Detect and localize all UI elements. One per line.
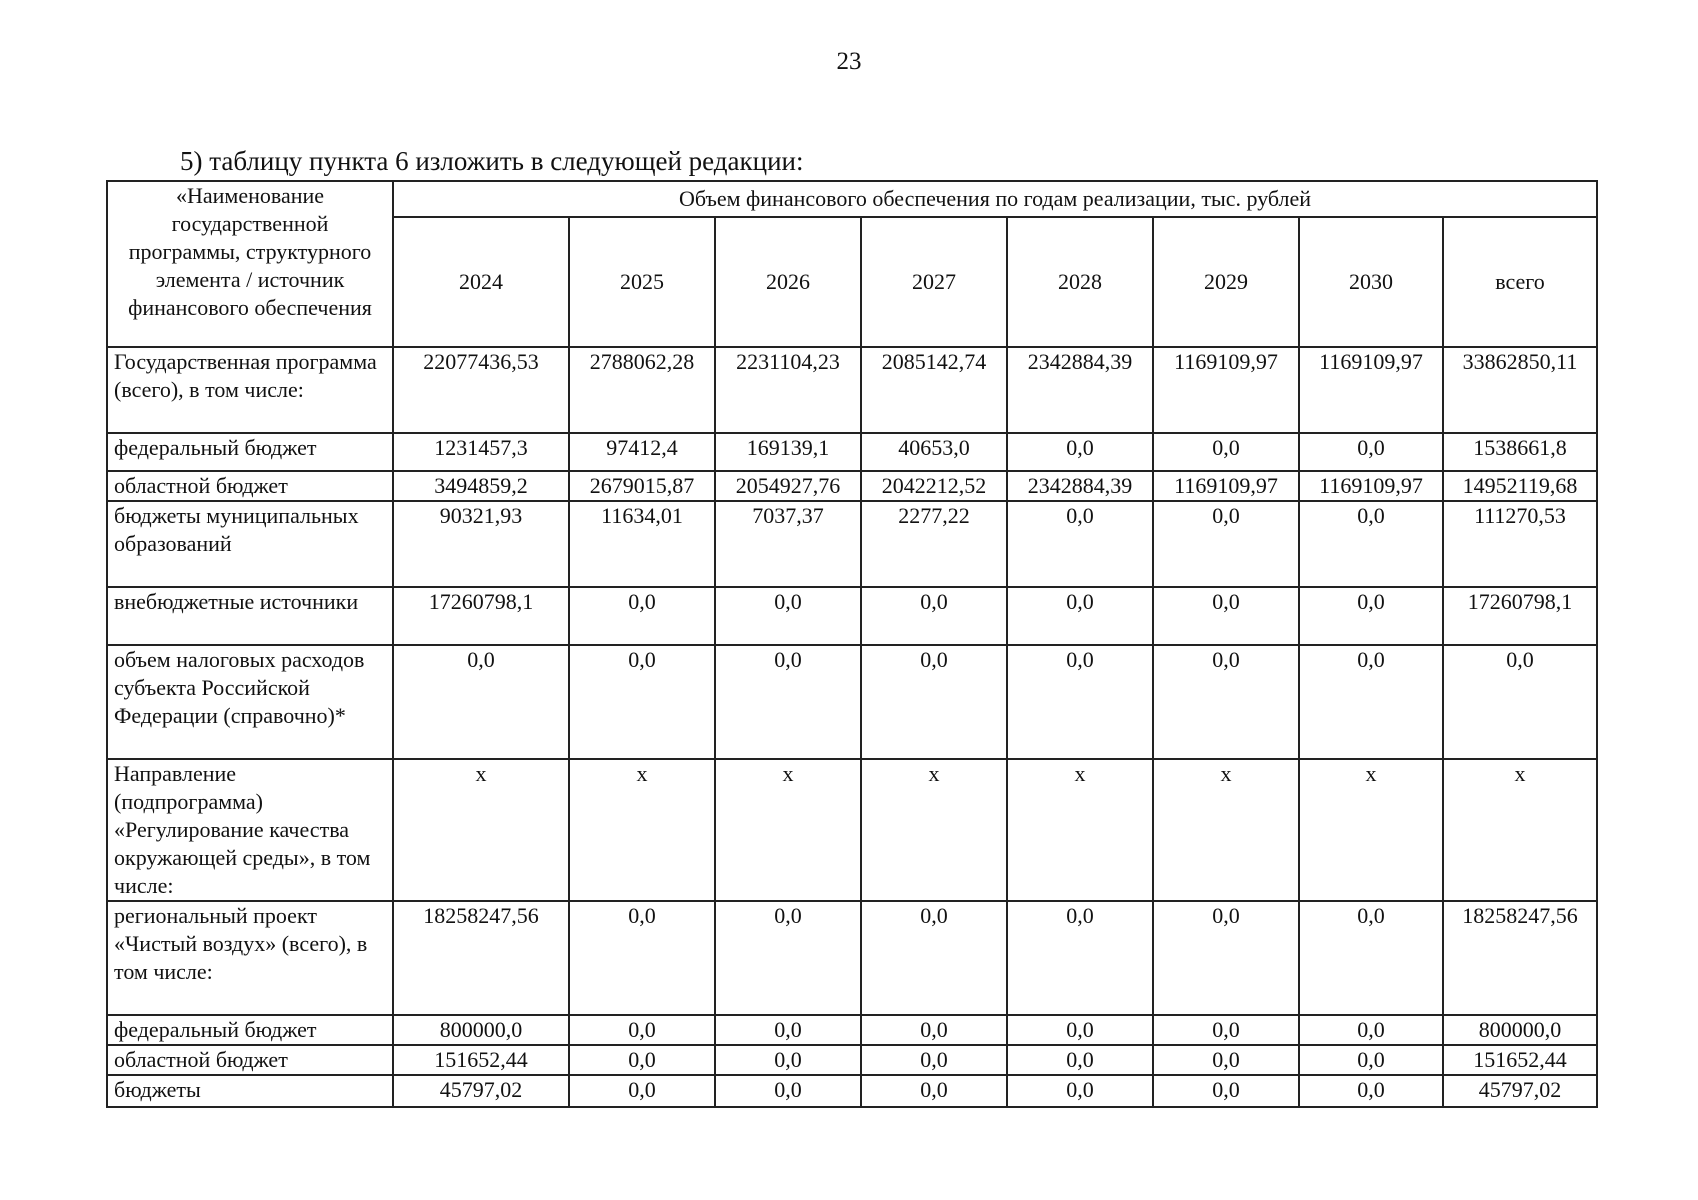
table-cell: 0,0	[715, 901, 861, 1015]
name-column-header: «Наименование государственной программы, структурного элемента / источник финансового обеспечения	[107, 181, 393, 347]
table-cell: 2231104,23	[715, 347, 861, 433]
table-cell-total: 17260798,1	[1443, 587, 1597, 645]
table-cell: 40653,0	[861, 433, 1007, 471]
table-row	[107, 587, 1597, 645]
row-label: Государственная программа (всего), в том числе:	[107, 347, 393, 433]
table-cell: 0,0	[569, 1015, 715, 1045]
row-label: федеральный бюджет	[107, 1015, 393, 1045]
table-row	[107, 433, 1597, 471]
table-cell: 0,0	[861, 901, 1007, 1015]
table-cell: 3494859,2	[393, 471, 569, 501]
table-cell: 97412,4	[569, 433, 715, 471]
table-row	[107, 471, 1597, 501]
table-cell: 11634,01	[569, 501, 715, 587]
table-cell: 0,0	[569, 645, 715, 759]
table-cell: 0,0	[1007, 901, 1153, 1015]
table-cell: 0,0	[1007, 587, 1153, 645]
intro-text: 5) таблицу пункта 6 изложить в следующей редакции:	[180, 146, 804, 176]
table-cell: 1169109,97	[1299, 347, 1443, 433]
table-cell-total: 111270,53	[1443, 501, 1597, 587]
table-cell: 0,0	[1153, 1015, 1299, 1045]
table-cell: 0,0	[1299, 587, 1443, 645]
table-cell: 0,0	[1007, 645, 1153, 759]
table-cell: 0,0	[1153, 901, 1299, 1015]
year-header: 2030	[1299, 217, 1443, 347]
table-row	[107, 347, 1597, 433]
table-cell: 169139,1	[715, 433, 861, 471]
table-cell-total: 33862850,11	[1443, 347, 1597, 433]
table-cell: 0,0	[861, 645, 1007, 759]
table-cell: 800000,0	[393, 1015, 569, 1045]
table-cell: 0,0	[715, 1045, 861, 1075]
table-cell: 0,0	[715, 1075, 861, 1107]
row-label: бюджеты муниципальных образований	[107, 501, 393, 587]
year-header: 2025	[569, 217, 715, 347]
table-cell: 1169109,97	[1299, 471, 1443, 501]
table-cell: 1231457,3	[393, 433, 569, 471]
table-row	[107, 1075, 1597, 1107]
year-header: 2029	[1153, 217, 1299, 347]
table-cell-total: 1538661,8	[1443, 433, 1597, 471]
table-cell: 0,0	[1007, 1015, 1153, 1045]
table-cell: 0,0	[1153, 1075, 1299, 1107]
table-cell: 0,0	[1153, 433, 1299, 471]
table-cell-total: 0,0	[1443, 645, 1597, 759]
table-cell: 0,0	[1299, 433, 1443, 471]
table-cell: x	[569, 759, 715, 901]
table-cell: 0,0	[1299, 1045, 1443, 1075]
table-cell: 1169109,97	[1153, 347, 1299, 433]
table-cell: 0,0	[1299, 901, 1443, 1015]
table-cell: 1169109,97	[1153, 471, 1299, 501]
table-cell: 0,0	[1153, 501, 1299, 587]
table-cell: 0,0	[861, 1075, 1007, 1107]
table-cell: 0,0	[715, 645, 861, 759]
table-cell: 151652,44	[393, 1045, 569, 1075]
table-cell: 0,0	[569, 587, 715, 645]
table-cell: 0,0	[715, 587, 861, 645]
table-cell: 0,0	[1299, 1075, 1443, 1107]
table-row	[107, 501, 1597, 587]
year-header: 2026	[715, 217, 861, 347]
table-cell: 0,0	[1299, 645, 1443, 759]
table-cell: 2085142,74	[861, 347, 1007, 433]
table-cell: 0,0	[1153, 587, 1299, 645]
table-cell: x	[1299, 759, 1443, 901]
table-cell-total: 45797,02	[1443, 1075, 1597, 1107]
table-cell: 0,0	[1153, 645, 1299, 759]
table-row	[107, 759, 1597, 901]
table-cell-total: 800000,0	[1443, 1015, 1597, 1045]
table-cell: x	[393, 759, 569, 901]
table-cell: 2054927,76	[715, 471, 861, 501]
table-cell-total: 151652,44	[1443, 1045, 1597, 1075]
table-cell: 0,0	[1007, 501, 1153, 587]
row-label: областной бюджет	[107, 1045, 393, 1075]
table-cell: 0,0	[1007, 1045, 1153, 1075]
table-cell: 0,0	[1299, 501, 1443, 587]
table-cell: x	[1153, 759, 1299, 901]
table-cell: 2788062,28	[569, 347, 715, 433]
table-cell: 2342884,39	[1007, 347, 1153, 433]
table-cell: 0,0	[1153, 1045, 1299, 1075]
table-cell: 18258247,56	[393, 901, 569, 1015]
row-label: региональный проект «Чистый воздух» (всего), в том числе:	[107, 901, 393, 1015]
table-row	[107, 1045, 1597, 1075]
table-cell: 0,0	[1299, 1015, 1443, 1045]
table-row	[107, 901, 1597, 1015]
table-cell: x	[861, 759, 1007, 901]
table-cell: 17260798,1	[393, 587, 569, 645]
table-cell: 0,0	[569, 1075, 715, 1107]
table-cell-total: 18258247,56	[1443, 901, 1597, 1015]
row-label: областной бюджет	[107, 471, 393, 501]
table-cell: 7037,37	[715, 501, 861, 587]
table-cell: 0,0	[1007, 1075, 1153, 1107]
table-cell: 2042212,52	[861, 471, 1007, 501]
table-cell: 0,0	[861, 587, 1007, 645]
table-cell: x	[715, 759, 861, 901]
table-cell-total: x	[1443, 759, 1597, 901]
table-row	[107, 1015, 1597, 1045]
table-cell: 0,0	[393, 645, 569, 759]
table-cell: 0,0	[861, 1015, 1007, 1045]
table-cell: 2277,22	[861, 501, 1007, 587]
page-number: 23	[836, 48, 862, 75]
table-cell: 0,0	[715, 1015, 861, 1045]
table-cell: 0,0	[1007, 433, 1153, 471]
table-cell: 2679015,87	[569, 471, 715, 501]
funding-volume-header: Объем финансового обеспечения по годам реализации, тыс. рублей	[393, 181, 1597, 217]
total-header: всего	[1443, 217, 1597, 347]
table-cell: 2342884,39	[1007, 471, 1153, 501]
table-cell: x	[1007, 759, 1153, 901]
financing-table	[106, 180, 1598, 1108]
table-row	[107, 645, 1597, 759]
row-label: бюджеты	[107, 1075, 393, 1107]
table-cell: 90321,93	[393, 501, 569, 587]
row-label: внебюджетные источники	[107, 587, 393, 645]
row-label: федеральный бюджет	[107, 433, 393, 471]
table-cell: 0,0	[569, 901, 715, 1015]
year-header: 2027	[861, 217, 1007, 347]
table-cell: 45797,02	[393, 1075, 569, 1107]
row-label: объем налоговых расходов субъекта Российской Федерации (справочно)*	[107, 645, 393, 759]
year-header: 2024	[393, 217, 569, 347]
table-cell: 22077436,53	[393, 347, 569, 433]
table-cell-total: 14952119,68	[1443, 471, 1597, 501]
row-label: Направление (подпрограмма) «Регулирование качества окружающей среды», в том числе:	[107, 759, 393, 901]
table-cell: 0,0	[861, 1045, 1007, 1075]
table-cell: 0,0	[569, 1045, 715, 1075]
year-header: 2028	[1007, 217, 1153, 347]
